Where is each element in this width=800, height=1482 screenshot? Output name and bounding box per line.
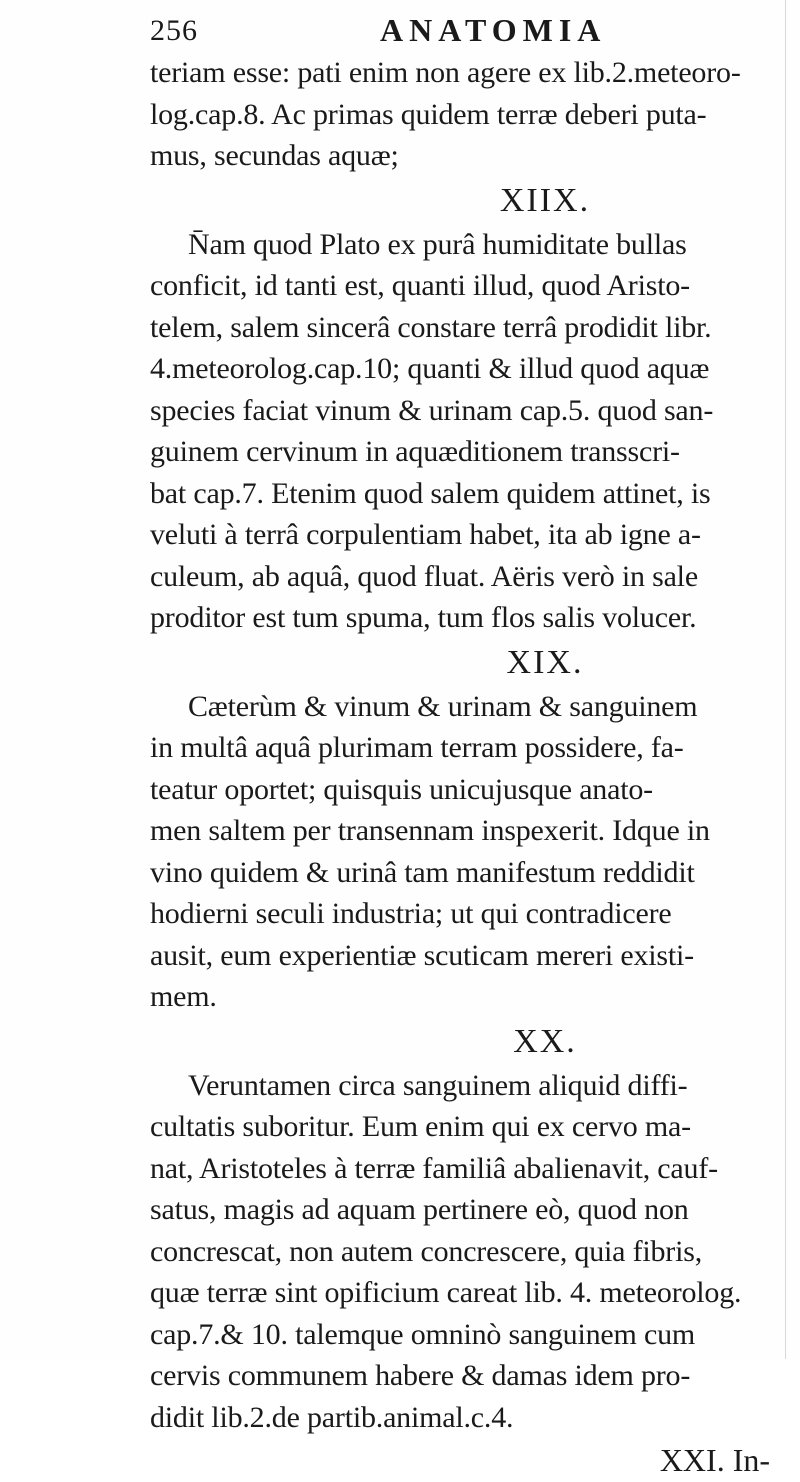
page-number: 256 [150, 14, 198, 47]
text-line: mem. [150, 980, 217, 1013]
text-line: bat cap.7. Etenim quod salem quidem attinet, is [150, 476, 711, 510]
text-line: 4.meteorolog.cap.10; quanti & illud quod aquæ [150, 352, 710, 385]
text-line: guinem cervinum in aquæditionem transscri- [150, 435, 680, 468]
section-heading: XX. [513, 1022, 577, 1060]
text-line: teriam esse: pati enim non agere ex lib.2.meteoro- [150, 56, 741, 89]
text-line: men saltem per transennam inspexerit. Idque in [150, 814, 710, 847]
text-line: concrescat, non autem concrescere, quia fibris, [150, 1234, 703, 1268]
text-line: culeum, ab aquâ, quod fluat. Aëris verò in sale [150, 559, 698, 593]
text-line: log.cap.8. Ac primas quidem terræ deberi puta- [150, 97, 707, 131]
text-line: telem, salem sincerâ constare terrâ prodidit libr. [150, 310, 712, 344]
text-line: conficit, id tanti est, quanti illud, quod Aristo- [150, 269, 690, 302]
text-line: in multâ aquâ plurimam terram possidere, fa- [150, 731, 684, 764]
text-line: cervis communem habere & damas idem pro- [150, 1359, 691, 1392]
text-line: veluti à terrâ corpulentiam habet, ita ab igne a- [150, 518, 701, 551]
text-line: vino quidem & urinâ tam manifestum reddidit [150, 855, 695, 889]
running-head: ANATOMIA [380, 12, 607, 48]
text-line: mus, secundas aquæ; [150, 139, 399, 172]
text-line: species faciat vinum & urinam cap.5. quod san- [150, 393, 714, 427]
text-line: hodierni seculi industria; ut qui contradicere [150, 897, 672, 930]
text-line: cultatis suboritur. Eum enim qui ex cervo ma- [150, 1110, 691, 1143]
text-line: teatur oportet; quisquis unicujusque anato- [150, 772, 653, 806]
catchword: XXI. In- [659, 1442, 770, 1478]
body-text [150, 52, 790, 1482]
section-heading: XIIX. [499, 181, 591, 219]
text-line: Cæterùm & vinum & urinam & sanguinem [188, 689, 698, 723]
text-line: ausit, eum experientiæ scuticam mereri existi- [150, 938, 694, 972]
text-line: cap.7.& 10. talemque omninò sanguinem cum [150, 1317, 696, 1351]
text-line: Veruntamen circa sanguinem aliquid diffi- [188, 1068, 688, 1102]
text-line: didit lib.2.de partib.animal.c.4. [150, 1400, 514, 1434]
section-heading: XIX. [506, 643, 584, 681]
text-line: nat, Aristoteles à terræ familiâ abalienavit, cauf- [150, 1151, 718, 1185]
text-line: proditor est tum spuma, tum flos salis volucer. [150, 601, 697, 634]
text-line: satus, magis ad aquam pertinere eò, quod non [150, 1193, 689, 1226]
text-line: quæ terræ sint opificium careat lib. 4. meteorolog. [150, 1276, 742, 1309]
page-header [150, 8, 790, 52]
text-line: N̄am quod Plato ex purâ humiditate bullas [188, 227, 687, 261]
